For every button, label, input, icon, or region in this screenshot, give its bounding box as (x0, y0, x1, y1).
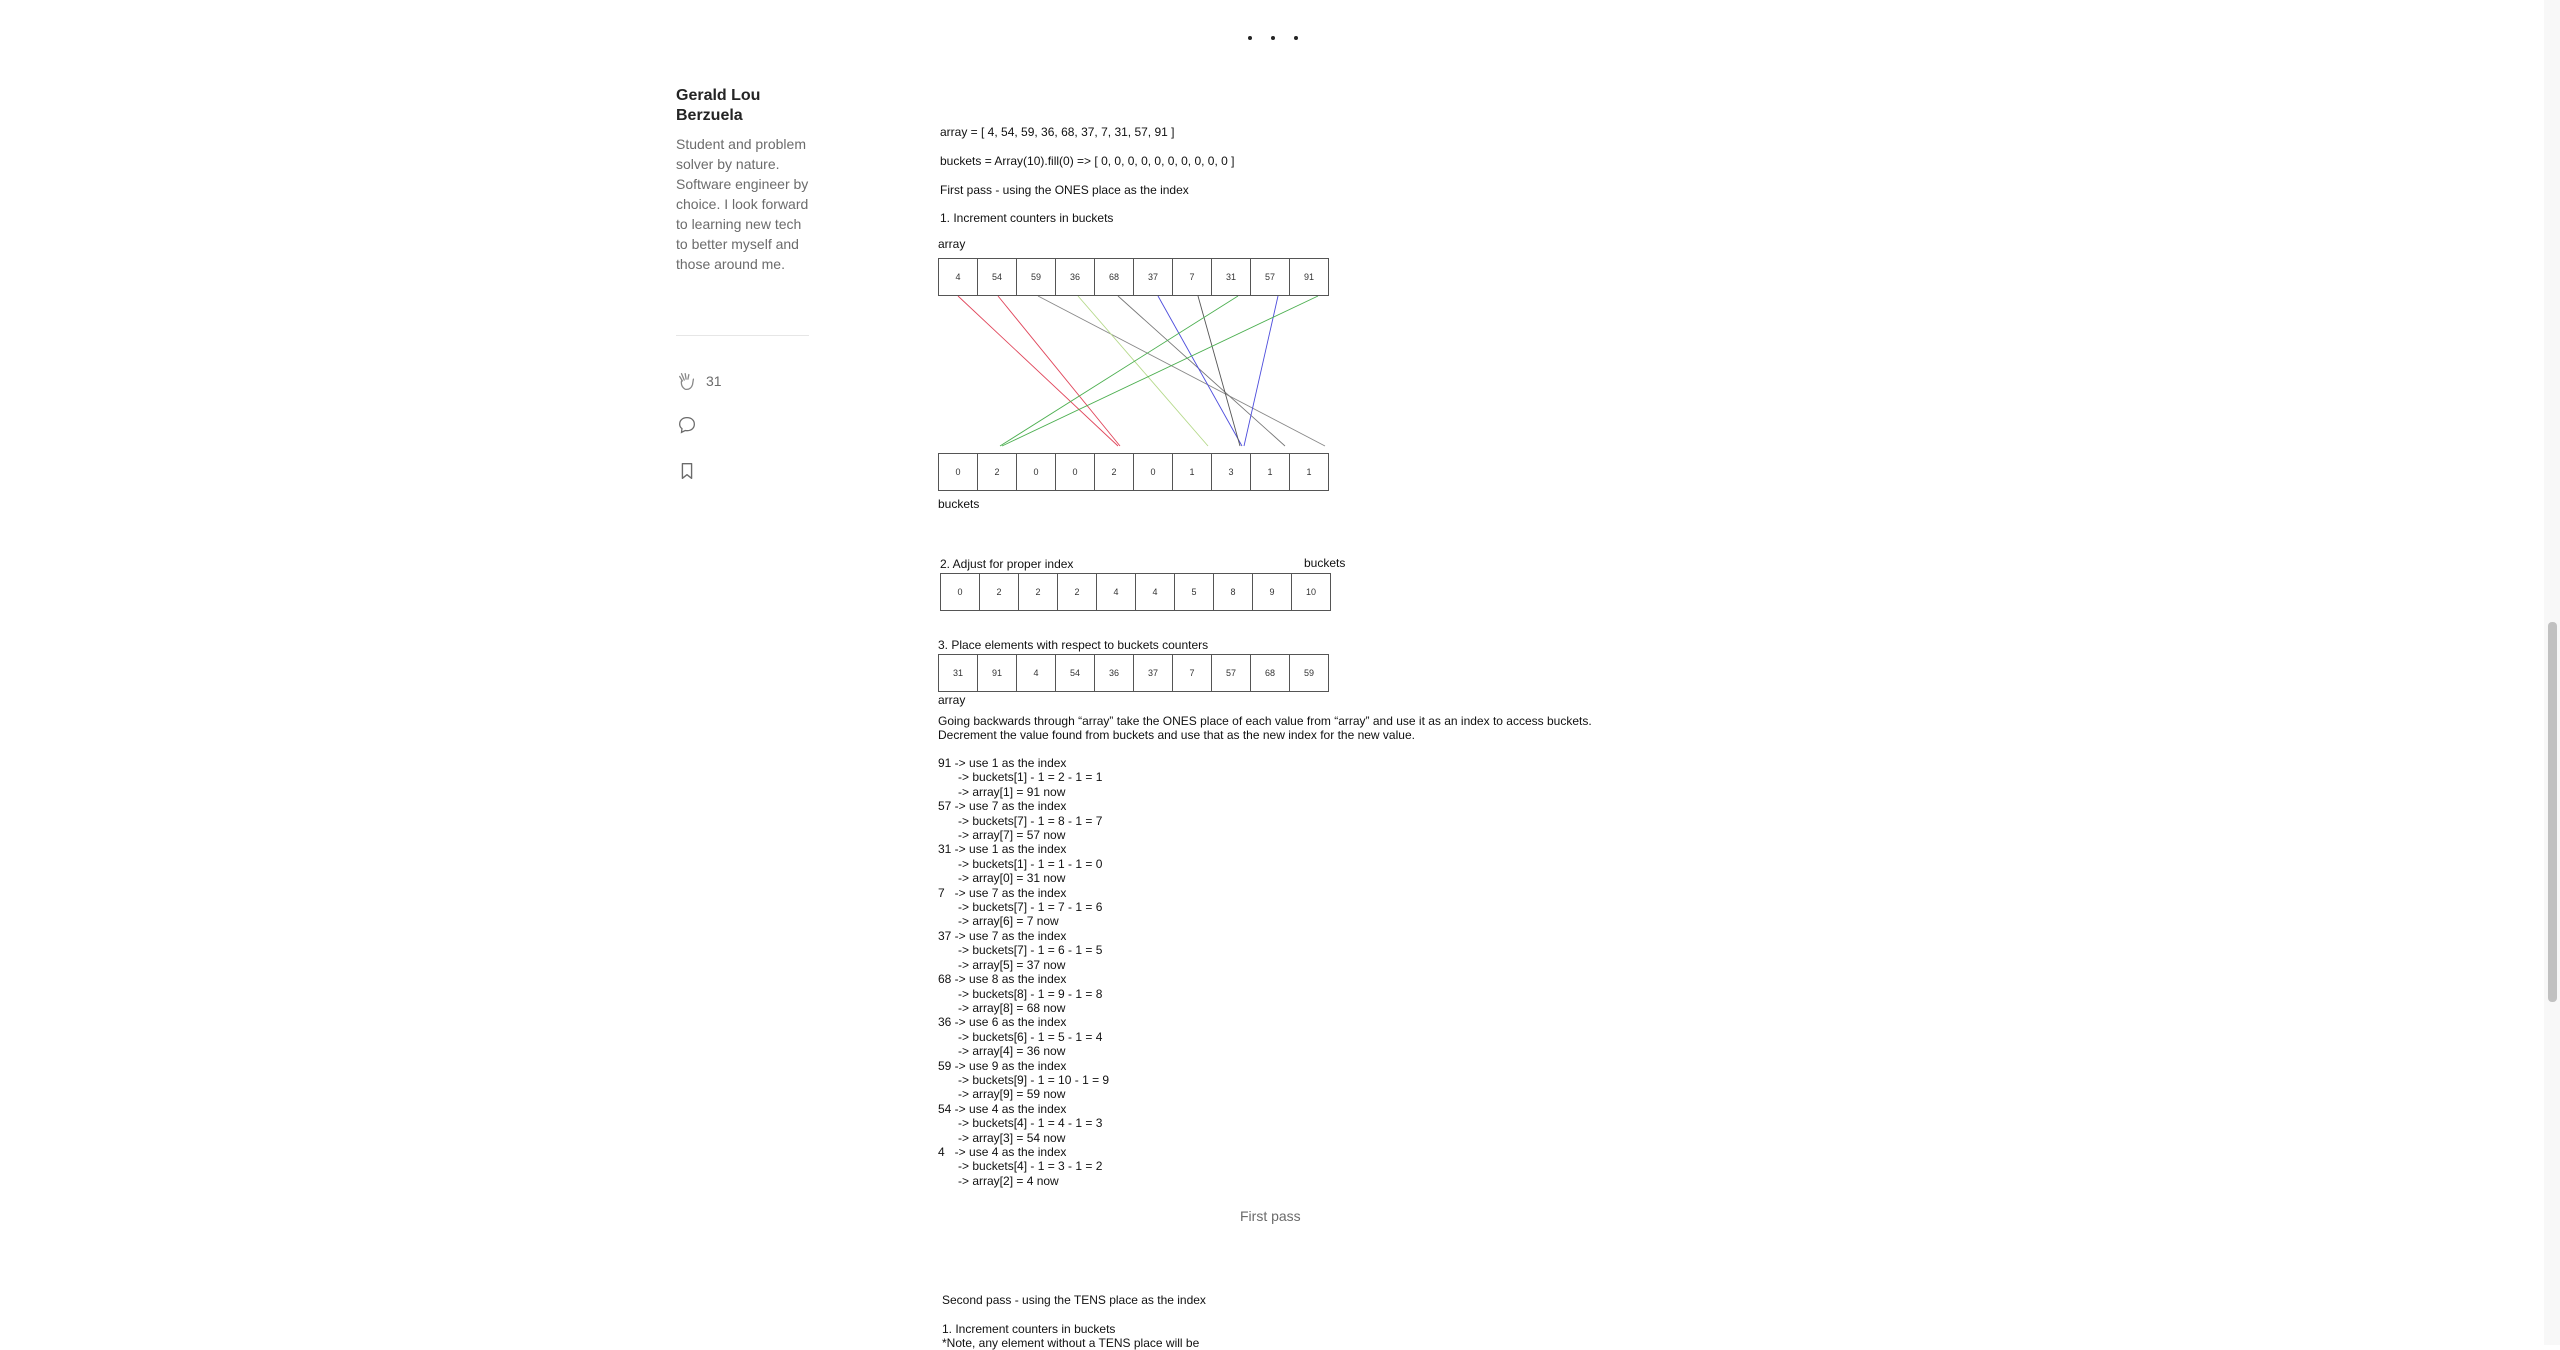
explanation-line-1: Going backwards through “array” take the ONES place of each value from “array” and use it as an index to access buckets. (938, 714, 1592, 728)
walkthrough-step: -> buckets[8] - 1 = 9 - 1 = 8 (938, 986, 1103, 1001)
bucket-cell: 2 (1094, 453, 1134, 491)
dot-icon (1271, 36, 1275, 40)
bookmark-button[interactable] (676, 460, 698, 482)
scrollbar[interactable] (2544, 0, 2560, 1345)
bucket-cell: 1 (1172, 453, 1212, 491)
walkthrough-step: -> buckets[1] - 1 = 2 - 1 = 1 (938, 770, 1103, 785)
array-cell: 91 (1289, 258, 1329, 296)
walkthrough-step: 31 -> use 1 as the index (938, 842, 1067, 857)
scrollbar-thumb[interactable] (2548, 622, 2557, 1002)
placed-cell: 37 (1133, 654, 1173, 692)
array-cell: 37 (1133, 258, 1173, 296)
divider (676, 335, 809, 336)
array-label: array (938, 237, 966, 251)
adjusted-cell: 2 (1018, 573, 1058, 611)
walkthrough-step: -> buckets[4] - 1 = 3 - 1 = 2 (938, 1159, 1103, 1174)
connector-line (1198, 296, 1240, 446)
placed-cell: 59 (1289, 654, 1329, 692)
adjusted-cell: 9 (1252, 573, 1292, 611)
walkthrough-step: -> buckets[9] - 1 = 10 - 1 = 9 (938, 1072, 1110, 1087)
adjusted-cell: 4 (1096, 573, 1136, 611)
step1-label: 1. Increment counters in buckets (940, 211, 1114, 225)
walkthrough-step: -> array[2] = 4 now (938, 1173, 1059, 1188)
adjusted-cell: 0 (940, 573, 980, 611)
adjusted-cell: 8 (1213, 573, 1253, 611)
walkthrough-step: 54 -> use 4 as the index (938, 1101, 1067, 1116)
bucket-cell: 2 (977, 453, 1017, 491)
second-note: *Note, any element without a TENS place will be (942, 1336, 1200, 1350)
author-bio: Student and problem solver by nature. Software engineer by choice. I look forward to learning new tech to better myself and those around me. (676, 136, 809, 272)
bucket-cells (938, 453, 1328, 491)
adjusted-cell: 5 (1174, 573, 1214, 611)
walkthrough-step: -> buckets[7] - 1 = 6 - 1 = 5 (938, 943, 1103, 958)
comment-icon (676, 414, 698, 436)
placed-cell: 57 (1211, 654, 1251, 692)
dot-icon (1248, 36, 1252, 40)
bucket-cell: 1 (1250, 453, 1290, 491)
array-cell: 36 (1055, 258, 1095, 296)
array-cell: 7 (1172, 258, 1212, 296)
clap-button[interactable] (676, 370, 722, 392)
walkthrough-step: -> array[4] = 36 now (938, 1044, 1066, 1059)
connector-line (1002, 296, 1318, 446)
array-cell: 4 (938, 258, 978, 296)
bucket-cell: 0 (1055, 453, 1095, 491)
adjusted-cell: 2 (1057, 573, 1097, 611)
walkthrough-step: -> buckets[7] - 1 = 8 - 1 = 7 (938, 813, 1103, 828)
walkthrough-step: -> array[1] = 91 now (938, 784, 1066, 799)
placed-cells (938, 654, 1328, 692)
walkthrough-step: 91 -> use 1 as the index (938, 756, 1067, 770)
walkthrough-step: 59 -> use 9 as the index (938, 1058, 1067, 1073)
placed-cell: 36 (1094, 654, 1134, 692)
connector-line (1158, 296, 1242, 446)
walkthrough-step: -> array[0] = 31 now (938, 871, 1066, 886)
first-pass-title: First pass - using the ONES place as the index (940, 183, 1189, 197)
walkthrough-step: -> buckets[7] - 1 = 7 - 1 = 6 (938, 900, 1103, 915)
array-cells (938, 258, 1328, 296)
step3-label: 3. Place elements with respect to buckets counters (938, 638, 1209, 652)
array-cell: 57 (1250, 258, 1290, 296)
array-cell: 68 (1094, 258, 1134, 296)
placed-cell: 7 (1172, 654, 1212, 692)
array-cell: 59 (1016, 258, 1056, 296)
connector-line (958, 296, 1118, 446)
explanation-line-2: Decrement the value found from buckets and use that as the new index for the new value. (938, 728, 1415, 742)
adjusted-cell: 2 (979, 573, 1019, 611)
bucket-cell: 0 (1016, 453, 1056, 491)
placed-cell: 31 (938, 654, 978, 692)
walkthrough-step: 36 -> use 6 as the index (938, 1015, 1067, 1030)
author-name[interactable]: Gerald Lou Berzuela (676, 87, 761, 124)
clap-count: 31 (706, 373, 722, 389)
bucket-cell: 3 (1211, 453, 1251, 491)
walkthrough-step: 37 -> use 7 as the index (938, 928, 1067, 943)
buckets-label: buckets (938, 497, 980, 511)
bucket-cell: 0 (1133, 453, 1173, 491)
adjusted-cell: 10 (1291, 573, 1331, 611)
placed-cell: 68 (1250, 654, 1290, 692)
comment-button[interactable] (676, 414, 698, 436)
placed-cell: 54 (1055, 654, 1095, 692)
menu-dots[interactable] (1240, 22, 1300, 42)
connector-line (1000, 296, 1238, 446)
walkthrough-step: -> array[3] = 54 now (938, 1130, 1066, 1145)
placed-cell: 91 (977, 654, 1017, 692)
array-cell: 31 (1211, 258, 1251, 296)
array-def: array = [ 4, 54, 59, 36, 68, 37, 7, 31, 57, 91 ] (940, 125, 1175, 139)
placed-cell: 4 (1016, 654, 1056, 692)
walkthrough-step: 4 -> use 4 as the index (938, 1144, 1067, 1159)
bucket-cell: 0 (938, 453, 978, 491)
bucket-cell: 1 (1289, 453, 1329, 491)
author-panel (676, 86, 811, 274)
step2-label: 2. Adjust for proper index (940, 557, 1074, 571)
connector-line (1244, 296, 1278, 446)
buckets-label-2: buckets (1304, 556, 1346, 570)
walkthrough-step: -> buckets[6] - 1 = 5 - 1 = 4 (938, 1029, 1103, 1044)
walkthrough-step: -> array[8] = 68 now (938, 1000, 1066, 1015)
walkthrough-step: -> array[5] = 37 now (938, 957, 1066, 972)
connector-line (1038, 296, 1325, 446)
connector-line (998, 296, 1120, 446)
dot-icon (1294, 36, 1298, 40)
walkthrough-step: 57 -> use 7 as the index (938, 799, 1067, 814)
walkthrough-step: -> array[6] = 7 now (938, 914, 1059, 929)
buckets-def: buckets = Array(10).fill(0) => [ 0, 0, 0, 0, 0, 0, 0, 0, 0, 0 ] (940, 154, 1235, 168)
figure-caption: First pass (1240, 1208, 1301, 1224)
walkthrough-step: -> buckets[1] - 1 = 1 - 1 = 0 (938, 856, 1103, 871)
clap-icon (676, 370, 698, 392)
bookmark-icon (676, 460, 698, 482)
walkthrough-step: -> buckets[4] - 1 = 4 - 1 = 3 (938, 1116, 1103, 1131)
walkthrough-step: 7 -> use 7 as the index (938, 885, 1067, 900)
walkthrough-steps (938, 756, 1109, 1188)
array-cell: 54 (977, 258, 1017, 296)
adjusted-cell: 4 (1135, 573, 1175, 611)
walkthrough-step: -> array[9] = 59 now (938, 1087, 1066, 1102)
second-step1-label: 1. Increment counters in buckets (942, 1322, 1116, 1336)
adjusted-cells (940, 573, 1330, 611)
array-label-2: array (938, 693, 966, 707)
walkthrough-step: 68 -> use 8 as the index (938, 972, 1067, 987)
walkthrough-step: -> array[7] = 57 now (938, 828, 1066, 843)
second-pass-title: Second pass - using the TENS place as the index (942, 1293, 1206, 1307)
